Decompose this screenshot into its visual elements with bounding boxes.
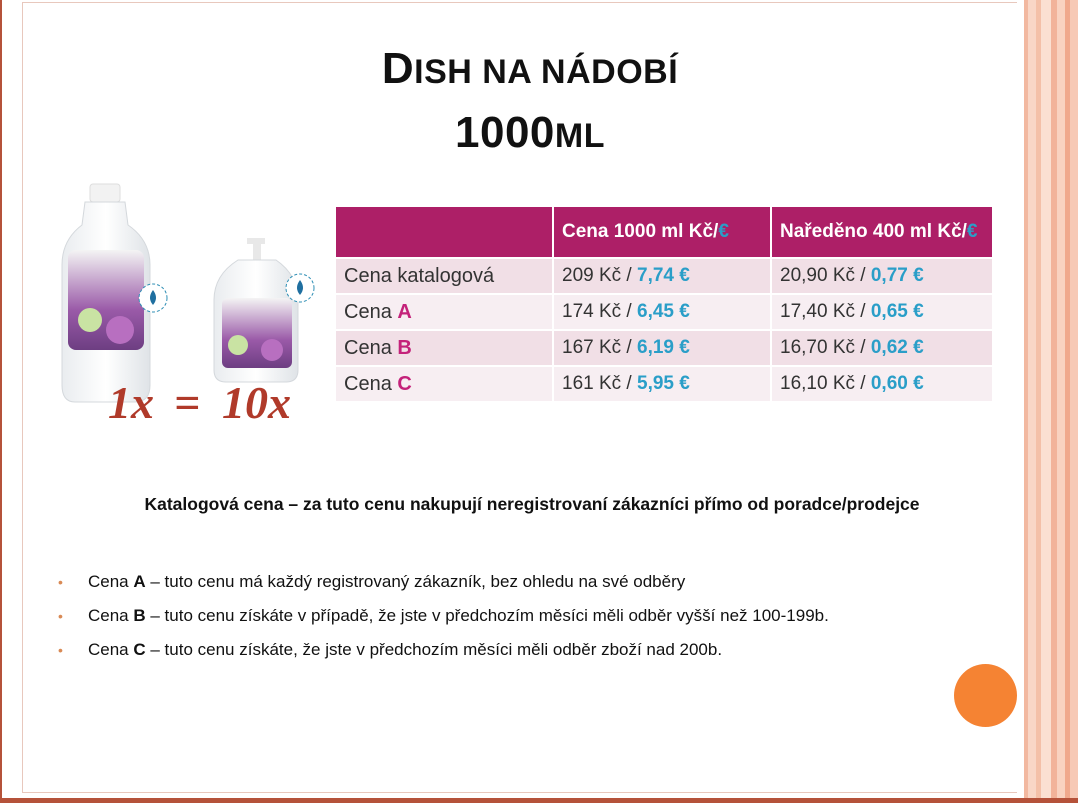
price-czk: 209 Kč — [562, 265, 622, 286]
header-euro-2: € — [966, 221, 978, 242]
price-separator: / — [621, 337, 637, 358]
slide-frame-inner-bottom — [22, 792, 1017, 793]
row-label — [336, 294, 553, 330]
price-eur: 0,77 € — [870, 265, 924, 286]
bullet-dot-icon: • — [58, 574, 63, 590]
product-label-right: 10x — [222, 377, 291, 428]
bullet-letter: B — [133, 606, 146, 625]
small-bottle — [214, 238, 298, 382]
price-separator: / — [855, 337, 871, 358]
price-eur: 6,45 € — [637, 301, 690, 322]
price-czk: 167 Kč — [562, 337, 622, 358]
price-separator: / — [855, 265, 871, 286]
bullet-letter: C — [133, 640, 146, 659]
drop-icon-left — [139, 284, 167, 312]
price-tier-bullets — [58, 565, 1008, 667]
row-label-prefix: Cena — [344, 372, 398, 395]
price-separator: / — [855, 301, 871, 322]
bullet-prefix: Cena — [88, 606, 134, 625]
price-czk: 20,90 Kč — [780, 265, 855, 286]
row-label — [336, 330, 553, 366]
price-1000ml-cell — [553, 294, 771, 330]
price-czk: 16,70 Kč — [780, 337, 855, 358]
price-table-row — [336, 330, 993, 366]
price-table — [336, 207, 994, 403]
price-eur: 0,60 € — [870, 373, 924, 394]
large-bottle — [62, 184, 150, 402]
title-rest: ISH NA NÁDOBÍ — [414, 53, 679, 91]
price-table-row — [336, 258, 993, 294]
title-volume-number: 1000 — [455, 108, 555, 157]
slide-frame-bottom — [0, 798, 1078, 803]
price-eur: 6,19 € — [637, 337, 690, 358]
slide-title-line1 — [0, 44, 1060, 94]
price-400ml-cell — [771, 366, 993, 402]
bullet-item — [58, 565, 1008, 599]
product-label-equals: = — [174, 377, 201, 428]
price-table-header-row — [336, 207, 993, 258]
row-label-letter: A — [397, 300, 412, 323]
price-400ml-cell — [771, 330, 993, 366]
row-label-prefix: Cena — [344, 336, 398, 359]
price-table-row — [336, 366, 993, 402]
product-label-left: 1x — [108, 377, 154, 428]
row-label — [336, 366, 553, 402]
price-eur: 0,65 € — [870, 301, 924, 322]
price-eur: 0,62 € — [870, 337, 924, 358]
price-eur: 7,74 € — [637, 265, 690, 286]
row-label-prefix: Cena katalogová — [344, 264, 495, 287]
catalog-price-note: Katalogová cena – za tuto cenu nakupují neregistrovaní zákazníci přímo od poradce/prodejce — [144, 494, 920, 514]
title-volume-unit: ML — [554, 117, 605, 155]
price-400ml-cell — [771, 258, 993, 294]
price-czk: 161 Kč — [562, 373, 622, 394]
price-separator: / — [621, 373, 637, 394]
price-table-row — [336, 294, 993, 330]
product-image — [50, 180, 335, 430]
price-1000ml-cell — [553, 258, 771, 294]
header-1000ml-text: Cena 1000 ml Kč/ — [562, 221, 719, 242]
header-euro-1: € — [718, 221, 729, 242]
bullet-dot-icon: • — [58, 608, 63, 624]
row-label — [336, 258, 553, 294]
bullet-dot-icon: • — [58, 642, 63, 658]
decorative-orange-circle — [954, 664, 1017, 727]
price-eur: 5,95 € — [637, 373, 690, 394]
bullet-text: – tuto cenu získáte v případě, že jste v předchozím měsíci měli odběr vyšší než 100-199b. — [145, 606, 829, 625]
bullet-prefix: Cena — [88, 640, 134, 659]
header-cell-400ml — [771, 207, 993, 258]
price-1000ml-cell — [553, 366, 771, 402]
row-label-letter: B — [397, 336, 412, 359]
bullet-item — [58, 599, 1008, 633]
price-czk: 16,10 Kč — [780, 373, 855, 394]
slide-title-line2 — [0, 108, 1060, 158]
header-cell-1000ml — [553, 207, 771, 258]
bullet-prefix: Cena — [88, 572, 134, 591]
price-400ml-cell — [771, 294, 993, 330]
price-czk: 17,40 Kč — [780, 301, 855, 322]
title-initial: D — [381, 44, 415, 93]
bullet-text: – tuto cenu má každý registrovaný zákazník, bez ohledu na své odběry — [145, 572, 686, 591]
price-czk: 174 Kč — [562, 301, 622, 322]
price-separator: / — [621, 301, 637, 322]
price-separator: / — [855, 373, 871, 394]
price-1000ml-cell — [553, 330, 771, 366]
drop-icon-right — [286, 274, 314, 302]
slide-frame-top — [22, 2, 1017, 3]
row-label-letter: C — [397, 372, 412, 395]
header-cell-empty — [336, 207, 553, 258]
price-separator: / — [621, 265, 637, 286]
bullet-item — [58, 633, 1008, 667]
bullet-letter: A — [133, 572, 146, 591]
bullet-text: – tuto cenu získáte, že jste v předchozím měsíci měli odběr zboží nad 200b. — [145, 640, 723, 659]
header-400ml-text: Naředěno 400 ml Kč/ — [780, 221, 967, 242]
row-label-prefix: Cena — [344, 300, 398, 323]
